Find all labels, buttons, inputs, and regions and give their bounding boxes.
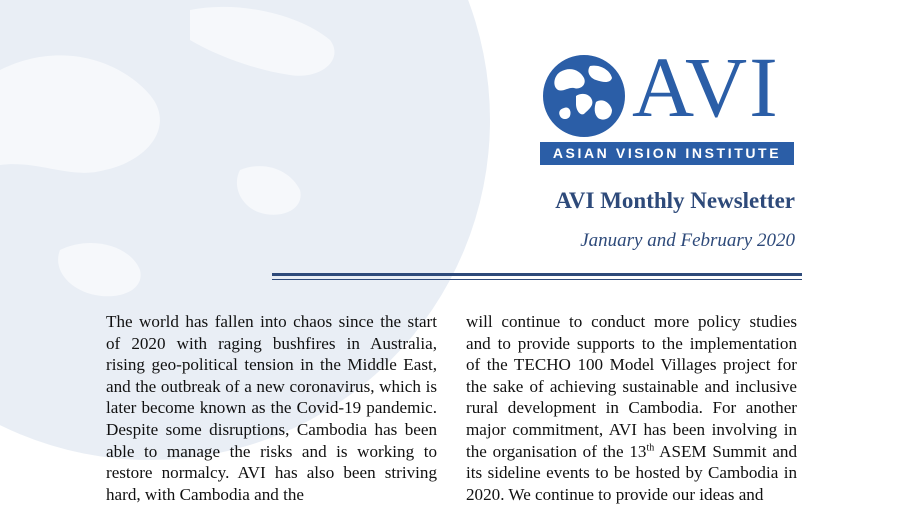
newsletter-date: January and February 2020: [580, 230, 795, 251]
left-column-text: The world has fallen into chaos since the start of 2020 with raging bushfires in Australia, rising geo-political tension in the Middle East, and the outbreak of a new coronavirus, which is later become known as the Covid-19 pandemic. Despite some disruptions, Cambodia has been able to manage the risks and is working to restore normalcy. AVI has also been striving hard, with Cambodia and the: [106, 312, 437, 504]
header-divider-thin: [272, 279, 802, 280]
avi-logo: [540, 39, 796, 166]
newsletter-title: AVI Monthly Newsletter: [555, 188, 795, 213]
body-column-left: [106, 311, 437, 505]
globe-icon: [540, 52, 628, 140]
right-column-text-part2: ASEM Summit and its sideline events to be hosted by Cambodia in 2020. We continue to provide our ideas and: [466, 441, 797, 504]
logo-wordmark: AVI: [632, 39, 780, 135]
ordinal-suffix: th: [646, 441, 655, 453]
body-column-right: [466, 311, 797, 505]
header-divider-thick: [272, 273, 802, 276]
right-column-paragraph: [466, 311, 797, 505]
right-column-text-part1: will continue to conduct more policy studies and to provide supports to the implementation of the TECHO 100 Model Villages project for the sake of achieving sustainable and inclusive rural development in Cambodia. For another major commitment, AVI has been involving in the organisation of the 13: [466, 312, 797, 461]
logo-tagline: ASIAN VISION INSTITUTE: [540, 142, 794, 165]
